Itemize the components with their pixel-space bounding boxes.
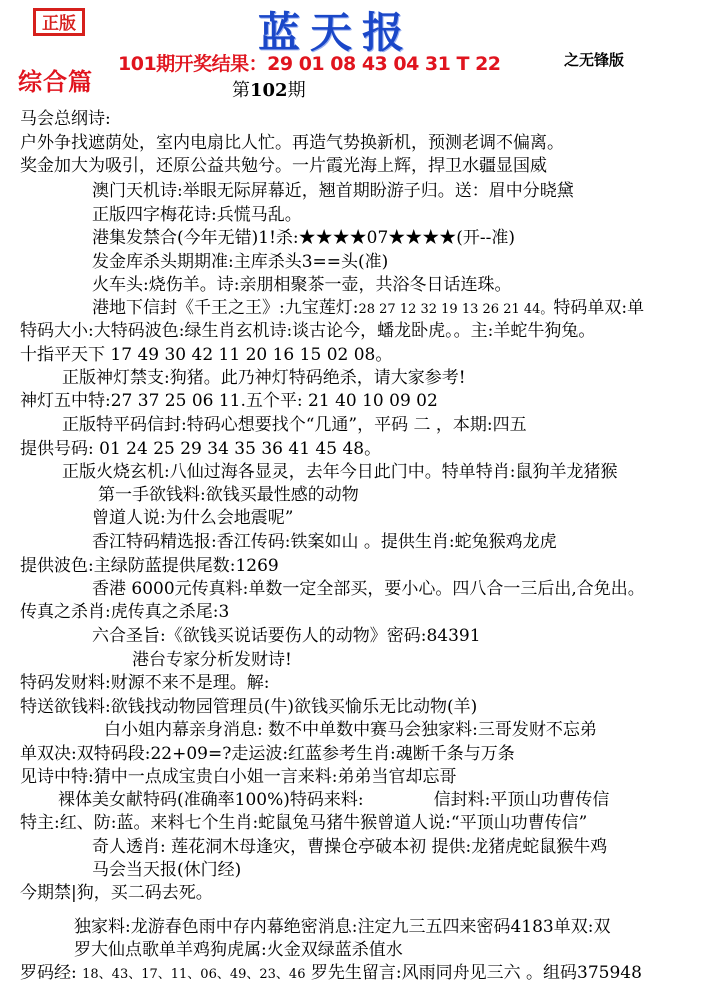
edition-label: 之无锋版 — [564, 51, 625, 69]
text-line: 独家料:龙游春色雨中存内幕绝密消息:注定九三五四来密码4183单双:双 — [74, 917, 611, 937]
text-line: 提供波色:主绿防蓝提供尾数:1269 — [20, 556, 279, 576]
text-line: 正版火烧玄机:八仙过海各显灵，去年今日此门中。特单特肖:鼠狗羊龙猪猴 — [62, 462, 618, 482]
text-line: 曾道人说:为什么会地震呢” — [92, 508, 294, 528]
text-line: 火车头:烧伤羊。诗:亲朋相聚茶一壶，共浴冬日话连珠。 — [92, 275, 512, 295]
text-line: 特送欲钱料:欲钱找动物园管理员(牛)欲钱买愉乐无比动物(羊) — [20, 697, 478, 717]
text-line: 特主:红、防:蓝。来料七个生肖:蛇鼠兔马猪牛猴曾道人说:“平顶山功曹传信” — [20, 813, 588, 833]
text-line: 港集发禁合(今年无错)1!杀:★★★★07★★★★(开--准) — [92, 228, 516, 248]
text-line: 神灯五中特:27 37 25 06 11.五个平: 21 40 10 09 02 — [20, 391, 438, 411]
text-line: 澳门天机诗:举眼无际屏幕近，翘首期盼游子归。送：眉中分晓黛 — [92, 181, 574, 201]
text-line: 发金库杀头期期准:主库杀头3==头(准) — [92, 252, 389, 272]
text-line: 港地下信封《千王之王》:九宝莲灯:28 27 12 32 19 13 26 21 44。特码单双:单 — [92, 298, 645, 318]
newspaper-title: 蓝天报 — [258, 8, 415, 57]
draw-result-banner: 101期开奖结果：29 01 08 43 04 31 T 22 — [118, 53, 501, 75]
text-line: 马会总纲诗: — [20, 109, 111, 129]
text-line: 香江特码精选报:香江传码:铁案如山 。提供生肖:蛇兔猴鸡龙虎 — [92, 532, 557, 552]
text-line: 十指平天下 17 49 30 42 11 20 16 15 02 08。 — [20, 345, 393, 365]
text-line: 奖金加大为吸引，还原公益共勉兮。一片霞光海上辉，捍卫水疆显国威 — [20, 156, 547, 176]
text-line: 正版特平码信封:特码心想要找个“几通”，平码 二 ，本期:四五 — [62, 415, 527, 435]
text-line: 奇人透肖: 莲花洞木母逢灾，曹操仓亭破本初 提供:龙猪虎蛇鼠猴牛鸡 — [92, 837, 608, 857]
text-line: 香港 6000元传真料:单数一定全部买，要小心。四八合一三后出,合免出。 — [92, 579, 645, 599]
category-heading: 综合篇 — [18, 68, 93, 96]
text-line: 罗码经: 18、43、17、11、06、49、23、46 罗先生留言:风雨同舟见三六 。组码375948 — [20, 963, 642, 983]
text-line: 裸体美女献特码(准确率100%)特码来料: 信封料:平顶山功曹传信 — [58, 790, 610, 810]
text-line: 正版四字梅花诗:兵慌马乱。 — [92, 205, 302, 225]
text-line: 马会当天报(休门经) — [92, 860, 242, 880]
text-line: 特码大小:大特码波色:绿生肖玄机诗:谈古论今，蟠龙卧虎。。主:羊蛇牛狗兔。 — [20, 321, 596, 341]
text-line: 特码发财料:财源不来不是理。解: — [20, 673, 270, 693]
text-line: 见诗中特:猜中一点成宝贵白小姐一言来料:弟弟当官却忘哥 — [20, 767, 457, 787]
genuine-stamp: 正版 — [33, 8, 85, 36]
text-line: 白小姐内幕亲身消息: 数不中单数中赛马会独家料:三哥发财不忘弟 — [104, 720, 597, 740]
text-line: 单双决:双特码段:22+09=?走运波:红蓝参考生肖:魂断千条与万条 — [20, 744, 515, 764]
text-line: 今期禁|狗，买二码去死。 — [20, 883, 213, 903]
text-line: 罗大仙点歌单羊鸡狗虎属:火金双绿蓝杀值水 — [74, 940, 403, 960]
text-line: 提供号码: 01 24 25 29 34 35 36 41 45 48。 — [20, 439, 382, 459]
text-line: 正版神灯禁支:狗猪。此乃神灯特码绝杀，请大家参考! — [62, 368, 466, 388]
text-line: 传真之杀肖:虎传真之杀尾:3 — [20, 602, 230, 622]
text-line: 港台专家分析发财诗! — [132, 650, 292, 670]
text-line: 户外争找遮荫处，室内电扇比人忙。再造气势换新机，预测老调不偏离。 — [20, 133, 564, 153]
text-line: 六合圣旨:《欲钱买说话要伤人的动物》密码:84391 — [92, 626, 481, 646]
issue-number: 第102期 — [232, 80, 306, 101]
text-line: 第一手欲钱料:欲钱买最性感的动物 — [98, 485, 359, 505]
